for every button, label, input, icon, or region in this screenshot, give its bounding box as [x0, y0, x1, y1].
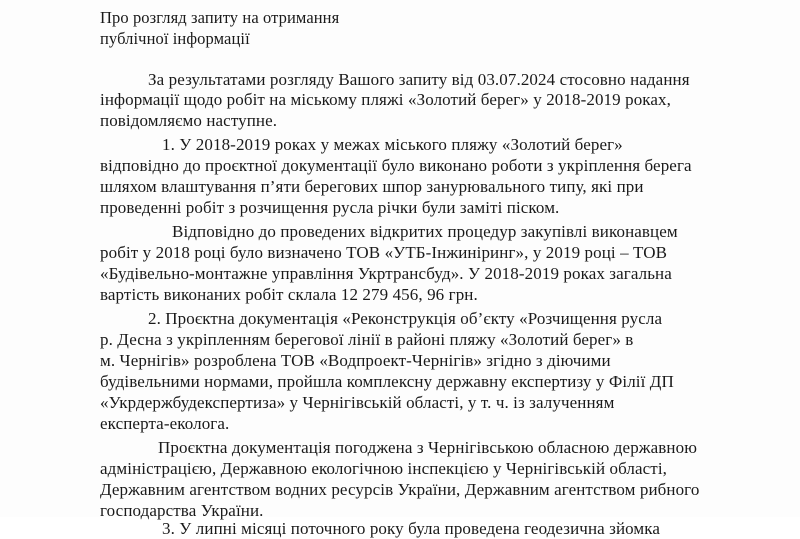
paragraph-1-line-2: інформації щодо робіт на міському пляжі «Золотий берег» у 2018-2019 роках, [100, 90, 672, 109]
paragraph-2-line-4: проведенні робіт з розчищення русла річки були заміті піском. [100, 198, 560, 217]
paragraph-4-line-2: р. Десна з укріпленням берегової лінії в районі пляжу «Золотий берег» в [100, 330, 634, 349]
paragraph-5-line-1: Проєктна документація погоджена з Чернігівською обласною державною [158, 438, 698, 457]
paragraph-4-line-6: експерта-еколога. [100, 414, 230, 433]
paragraph-4-line-3: м. Чернігів» розроблена ТОВ «Водпроект-Чернігів» згідно з діючими [100, 351, 611, 370]
paragraph-2-line-3: шляхом влаштування п’яти берегових шпор занурювального типу, які при [100, 177, 644, 196]
paragraph-3-line-4: вартість виконаних робіт склала 12 279 456, 96 грн. [100, 285, 478, 304]
paragraph-5-line-2: адміністрацією, Державною екологічною інспекцією у Чернігівській області, [100, 459, 668, 478]
paragraph-6-line-1: 3. У липні місяці поточного року була проведена геодезична зйомка [162, 519, 661, 538]
paragraph-5-line-4: господарства України. [100, 501, 264, 520]
paragraph-3-line-1: Відповідно до проведених відкритих процедур закупівлі виконавцем [172, 222, 678, 241]
subject-line-1: Про розгляд запиту на отримання [100, 8, 340, 27]
paragraph-4-line-5: «Укрдержбудекспертиза» у Чернігівській області, у т. ч. із залученням [100, 393, 615, 412]
paragraph-1-line-1-text: За результатами розгляду Вашого запиту від 03.07.2024 стосовно надання [148, 70, 690, 89]
paragraph-3-line-3: «Будівельно-монтажне управління Укртрансбуд». У 2018-2019 роках загальна [100, 264, 672, 283]
paragraph-2-line-1: 1. У 2018-2019 роках у межах міського пляжу «Золотий берег» [162, 135, 623, 154]
subject-line-2: публічної інформації [100, 29, 250, 48]
paragraph-4-line-1: 2. Проєктна документація «Реконструкція об’єкту «Розчищення русла [148, 309, 663, 328]
paragraph-1-line-1 [148, 70, 768, 90]
paragraph-5-line-3: Державним агентством водних ресурсів України, Державним агентством рибного [100, 480, 700, 499]
paragraph-1-line-3: повідомляємо наступне. [100, 111, 278, 130]
paragraph-2-line-2: відповідно до проєктної документації було виконано роботи з укріплення берега [100, 156, 692, 175]
paragraph-4-line-4: будівельними нормами, пройшла комплексну державну експертизу у Філії ДП [100, 372, 674, 391]
paragraph-3-line-2: робіт у 2018 році було визначено ТОВ «УТБ-Інжиніринг», у 2019 році – ТОВ [100, 243, 668, 262]
